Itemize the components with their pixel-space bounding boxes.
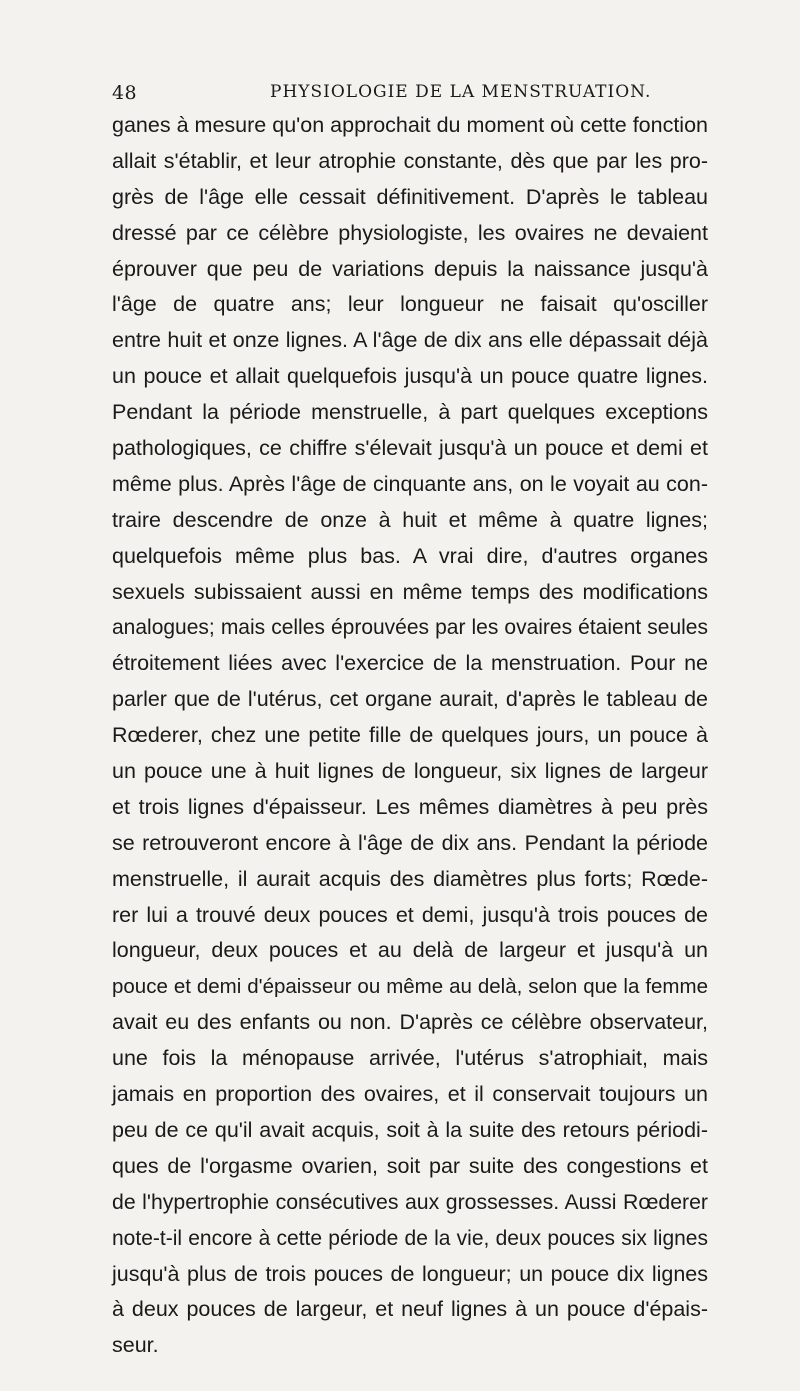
running-title: PHYSIOLOGIE DE LA MENSTRUATION. xyxy=(270,82,652,102)
text-line: note-t-il encore à cette période de la vie, deux pouces six lignes xyxy=(112,1226,708,1250)
text-line: étroitement liées avec l'exercice de la menstruation. Pour ne xyxy=(112,651,708,676)
text-line: ganes à mesure qu'on approchait du moment où cette fonction xyxy=(112,113,708,137)
text-line: entre huit et onze lignes. A l'âge de dix ans elle dépassait déjà xyxy=(112,328,708,353)
text-line: analogues; mais celles éprouvées par les ovaires étaient seules xyxy=(112,616,708,640)
running-head xyxy=(112,82,702,108)
text-line: peu de ce qu'il avait acquis, soit à la suite des retours périodi- xyxy=(112,1117,708,1142)
text-line: jamais en proportion des ovaires, et il conservait toujours un xyxy=(112,1082,708,1107)
text-line: rer lui a trouvé deux pouces et demi, jusqu'à trois pouces de xyxy=(112,902,708,927)
text-line: Pendant la période menstruelle, à part quelques exceptions xyxy=(112,400,708,425)
text-line: se retrouveront encore à l'âge de dix ans. Pendant la période xyxy=(112,830,708,855)
text-line: sexuels subissaient aussi en même temps des modifications xyxy=(112,579,708,604)
text-line: dressé par ce célèbre physiologiste, les ovaires ne devaient xyxy=(112,220,708,245)
text-line: pouce et demi d'épaisseur ou même au delà, selon que la femme xyxy=(112,975,708,999)
text-line: grès de l'âge elle cessait définitivement. D'après le tableau xyxy=(112,184,708,209)
text-line: menstruelle, il aurait acquis des diamètres plus forts; Rœde- xyxy=(112,866,708,891)
text-line: une fois la ménopause arrivée, l'utérus s'atrophiait, mais xyxy=(112,1046,708,1071)
text-line: avait eu des enfants ou non. D'après ce célèbre observateur, xyxy=(112,1010,708,1035)
page-number: 48 xyxy=(112,82,137,104)
text-line: allait s'établir, et leur atrophie constante, dès que par les pro- xyxy=(112,148,708,173)
text-line: de l'hypertrophie consécutives aux grossesses. Aussi Rœderer xyxy=(112,1189,708,1214)
body-paragraph xyxy=(112,108,708,1364)
text-line: l'âge de quatre ans; leur longueur ne faisait qu'osciller xyxy=(112,292,708,317)
text-line: même plus. Après l'âge de cinquante ans, on le voyait au con- xyxy=(112,471,708,496)
text-line: quelquefois même plus bas. A vrai dire, d'autres organes xyxy=(112,543,708,568)
text-line: longueur, deux pouces et au delà de largeur et jusqu'à un xyxy=(112,938,708,963)
text-line: jusqu'à plus de trois pouces de longueur; un pouce dix lignes xyxy=(112,1261,708,1286)
text-line: et trois lignes d'épaisseur. Les mêmes diamètres à peu près xyxy=(112,794,708,819)
text-line: parler que de l'utérus, cet organe aurait, d'après le tableau de xyxy=(112,687,708,712)
text-line: un pouce et allait quelquefois jusqu'à un pouce quatre lignes. xyxy=(112,364,708,389)
text-line: Rœderer, chez une petite fille de quelques jours, un pouce à xyxy=(112,723,708,748)
text-line: ques de l'orgasme ovarien, soit par suite des congestions et xyxy=(112,1153,708,1178)
text-line: seur. xyxy=(112,1333,159,1358)
text-line: éprouver que peu de variations depuis la naissance jusqu'à xyxy=(112,256,708,281)
text-line: un pouce une à huit lignes de longueur, six lignes de largeur xyxy=(112,759,708,784)
text-line: à deux pouces de largeur, et neuf lignes à un pouce d'épais- xyxy=(112,1297,708,1322)
text-line: pathologiques, ce chiffre s'élevait jusqu'à un pouce et demi et xyxy=(112,436,708,461)
text-line: traire descendre de onze à huit et même à quatre lignes; xyxy=(112,507,708,532)
